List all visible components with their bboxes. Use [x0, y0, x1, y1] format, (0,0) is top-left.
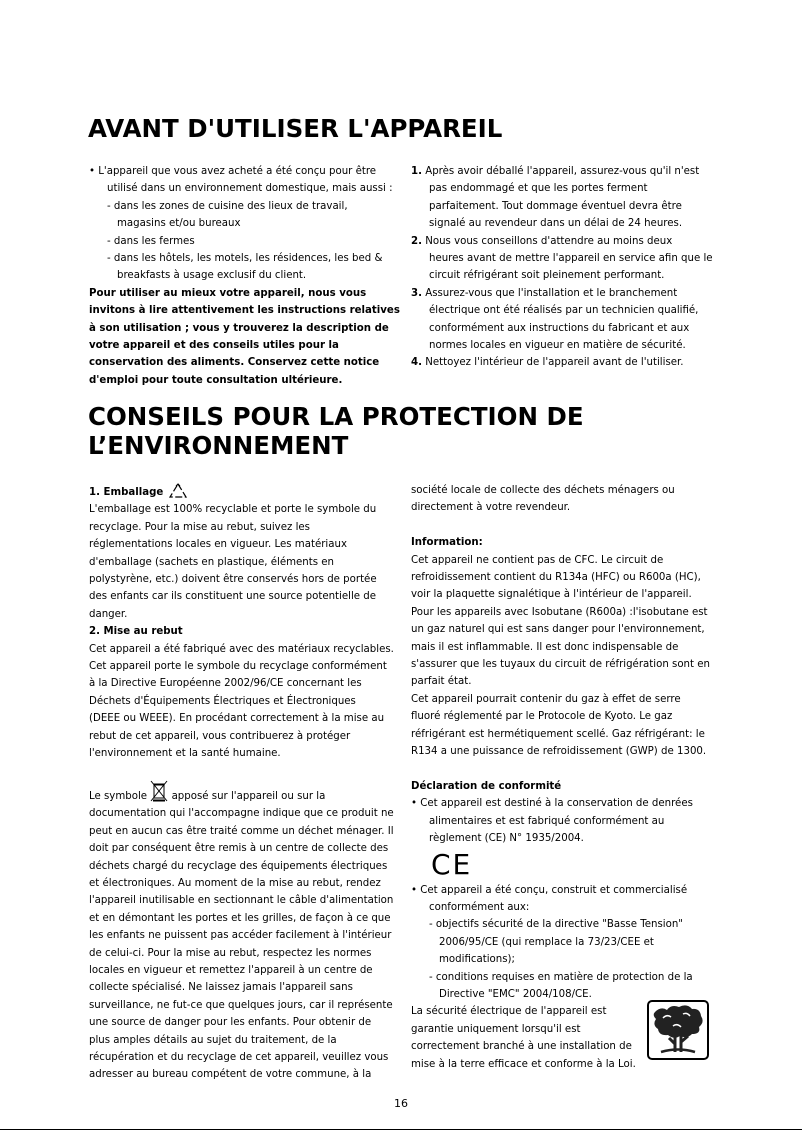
- info-text: refroidissement contient du R134a (HFC) ou R600a (HC),: [411, 572, 701, 584]
- rebut-text: l'environnement et la santé humaine.: [89, 748, 281, 760]
- emballage-text: recyclage. Pour la mise au rebut, suivez les: [89, 521, 310, 533]
- symbole-text: surveillance, ne fut-ce que quelques jours, car il représente: [89, 999, 393, 1011]
- step-text: conformément aux instructions du fabricant et aux: [429, 322, 690, 334]
- info-text: fluoré réglementé par le Protocole de Kyoto. Le gaz: [411, 711, 673, 723]
- declaration-text: conformément aux:: [429, 901, 530, 913]
- notice-bold-line: Pour utiliser au mieux votre appareil, nous vous: [89, 287, 367, 299]
- symbole-text: peut en aucun cas être traité comme un déchet ménager. Il: [89, 825, 394, 837]
- emballage-title: 1. Emballage: [89, 487, 164, 498]
- step-number: 4.: [411, 357, 422, 369]
- section-title-environment-line2: L’ENVIRONNEMENT: [88, 431, 349, 460]
- symbole-text: et en démontant les portes et les grilles, de façon à ce que: [89, 912, 391, 924]
- rebut-text: (DEEE ou WEEE). En procédant correctement à la mise au: [89, 713, 385, 725]
- symbole-after: apposé sur l'appareil ou sur la: [171, 790, 326, 802]
- step-text: électrique ont été réalisés par un technicien qualifié,: [429, 305, 699, 317]
- symbole-text: collecte spécialisé. Ne laissez jamais l'appareil sans: [89, 982, 353, 994]
- rebut-text: Cet appareil porte le symbole du recyclage conformément: [89, 661, 387, 673]
- collecte-text: directement à votre revendeur.: [411, 502, 571, 514]
- step-number: 1.: [411, 166, 422, 177]
- safety-text: correctement branché à une installation de: [411, 1041, 632, 1053]
- info-text: Pour les appareils avec Isobutane (R600a) :l'isobutane est: [411, 606, 708, 618]
- step-1: [411, 163, 741, 180]
- info-text: parfait état.: [411, 676, 472, 688]
- intro-right-column: [411, 163, 741, 372]
- declaration-item: 2006/95/CE (qui remplace la 73/23/CEE et: [439, 936, 654, 948]
- emballage-text: L'emballage est 100% recyclable et porte le symbole du: [89, 504, 377, 516]
- symbole-before: Le symbole: [89, 790, 148, 802]
- symbole-text: documentation qui l'accompagne indique que ce produit ne: [89, 808, 394, 820]
- usage-item: - dans les hôtels, les motels, les résidences, les bed &: [107, 253, 383, 265]
- crossed-bin-icon: [150, 780, 168, 802]
- safety-text: garantie uniquement lorsqu'il est: [411, 1023, 581, 1035]
- symbole-text: l'appareil inutilisable en sectionnant le câble d'alimentation: [89, 895, 394, 907]
- symbole-text: doit par conséquent être remis à un centre de collecte des: [89, 843, 389, 855]
- step-number: 2.: [411, 235, 422, 247]
- symbole-text: de celui-ci. Pour la mise au rebut, respectez les normes: [89, 947, 372, 959]
- symbole-line: [89, 780, 401, 805]
- info-text: réfrigérant est hermétiquement scellé. Gaz réfrigérant: le: [411, 728, 705, 740]
- step-text: heures avant de mettre l'appareil en service afin que le: [429, 253, 713, 265]
- symbole-text: récupération et du recyclage de cet appareil, veuillez vous: [89, 1051, 389, 1063]
- ce-mark-icon: CE: [431, 847, 473, 881]
- declaration-bullet: • Cet appareil a été conçu, construit et commercialisé: [411, 884, 688, 896]
- intro-left-column: [89, 163, 401, 389]
- info-text: Cet appareil ne contient pas de CFC. Le circuit de: [411, 554, 664, 566]
- step-4: [411, 354, 741, 371]
- step-2: [411, 233, 741, 250]
- step-text: Assurez-vous que l'installation et le branchement: [425, 287, 678, 299]
- env-left-column: [89, 482, 401, 1084]
- step-text: pas endommagé et que les portes ferment: [429, 183, 648, 195]
- notice-bold-line: conservation des aliments. Conservez cette notice: [89, 357, 380, 369]
- usage-bullet: • L'appareil que vous avez acheté a été conçu pour être: [89, 166, 377, 177]
- usage-item: breakfasts à usage exclusif du client.: [117, 270, 307, 282]
- symbole-text: une source de danger pour les enfants. Pour obtenir de: [89, 1017, 372, 1029]
- recycle-triangle-icon: [167, 482, 189, 499]
- rebut-text: Déchets d'Équipements Électriques et Électroniques: [89, 695, 356, 707]
- info-text: Cet appareil pourrait contenir du gaz à effet de serre: [411, 693, 681, 705]
- step-text: normes locales en vigueur en matière de sécurité.: [429, 340, 686, 352]
- symbole-text: et électroniques. Au moment de la mise au rebut, rendez: [89, 877, 381, 889]
- rebut-text: Cet appareil a été fabriqué avec des matériaux recyclables.: [89, 643, 394, 655]
- rebut-text: à la Directive Européenne 2002/96/CE concernant les: [89, 678, 362, 690]
- section-title-environment-line1: CONSEILS POUR LA PROTECTION DE: [88, 402, 584, 431]
- declaration-title: Déclaration de conformité: [411, 780, 562, 792]
- symbole-text: plus amples détails au sujet du traitement, de la: [89, 1034, 337, 1046]
- notice-bold-line: à son utilisation ; vous y trouverez la description de: [89, 322, 389, 334]
- emballage-text: polystyrène, etc.) doivent être conservés hors de portée: [89, 574, 377, 586]
- info-text: s'assurer que les tuyaux du circuit de réfrigération sont en: [411, 659, 710, 671]
- step-text: circuit réfrigérant soit pleinement performant.: [429, 270, 665, 282]
- usage-item: - dans les fermes: [107, 235, 195, 247]
- notice-bold-line: invitons à lire attentivement les instructions relatives: [89, 305, 400, 317]
- step-text: parfaitement. Tout dommage éventuel devra être: [429, 200, 682, 212]
- info-title: Information:: [411, 537, 483, 549]
- env-right-column: [411, 482, 741, 1073]
- rebut-text: rebut de cet appareil, vous contribuerez à protéger: [89, 730, 351, 742]
- symbole-text: adresser au bureau compétent de votre commune, à la: [89, 1069, 372, 1081]
- declaration-text: règlement (CE) N° 1935/2004.: [429, 833, 584, 845]
- notice-bold-line: d'emploi pour toute consultation ultérieure.: [89, 374, 343, 386]
- declaration-bullet: • Cet appareil est destiné à la conservation de denrées: [411, 798, 693, 810]
- page-number: 16: [394, 1097, 408, 1110]
- step-3: [411, 285, 741, 302]
- emballage-text: des enfants car ils constituent une source potentielle de: [89, 591, 377, 603]
- info-text: R134 a une puissance de refroidissement (GWP) de 1300.: [411, 746, 707, 758]
- info-text: voir la plaquette signalétique à l'intérieur de l'appareil.: [411, 589, 692, 601]
- symbole-text: les enfants ne puissent pas accéder facilement à l'intérieur: [89, 930, 392, 942]
- declaration-item: - objectifs sécurité de la directive "Basse Tension": [429, 919, 683, 931]
- declaration-text: alimentaires et est fabriqué conformément au: [429, 815, 665, 827]
- declaration-item: Directive "EMC" 2004/108/CE.: [439, 988, 592, 1000]
- step-text: Nettoyez l'intérieur de l'appareil avant de l'utiliser.: [425, 357, 684, 369]
- rebut-title: 2. Mise au rebut: [89, 626, 183, 638]
- emballage-text: danger.: [89, 608, 128, 620]
- usage-bullet-cont: utilisé dans un environnement domestique, mais aussi :: [107, 183, 393, 195]
- page-title: AVANT D'UTILISER L'APPAREIL: [88, 114, 503, 143]
- declaration-item: - conditions requises en matière de protection de la: [429, 971, 693, 983]
- safety-text: La sécurité électrique de l'appareil est: [411, 1006, 607, 1018]
- symbole-text: déchets chargé du recyclage des équipements électriques: [89, 860, 388, 872]
- info-text: un gaz naturel qui est sans danger pour l'environnement,: [411, 624, 705, 636]
- eco-tree-icon: [647, 1000, 709, 1060]
- safety-text: mise à la terre efficace et conforme à la Loi.: [411, 1058, 636, 1070]
- usage-item: magasins et/ou bureaux: [117, 218, 241, 230]
- bottom-rule: [0, 1129, 802, 1130]
- step-text: Après avoir déballé l'appareil, assurez-vous qu'il n'est: [425, 166, 700, 177]
- declaration-item: modifications);: [439, 954, 515, 966]
- step-text: Nous vous conseillons d'attendre au moins deux: [425, 235, 673, 247]
- symbole-text: locales en vigueur et remettez l'appareil à un centre de: [89, 964, 373, 976]
- step-number: 3.: [411, 287, 422, 299]
- emballage-text: d'emballage (sachets en plastique, éléments en: [89, 556, 335, 568]
- step-text: signalé au revendeur dans un délai de 24 heures.: [429, 218, 683, 230]
- notice-bold-line: votre appareil et des conseils utiles pour la: [89, 340, 339, 352]
- emballage-heading: [89, 482, 401, 501]
- collecte-text: société locale de collecte des déchets ménagers ou: [411, 485, 675, 496]
- usage-item: - dans les zones de cuisine des lieux de travail,: [107, 200, 348, 212]
- emballage-text: réglementations locales en vigueur. Les matériaux: [89, 539, 347, 551]
- info-text: mais il est inflammable. Il est donc indispensable de: [411, 641, 679, 653]
- ce-mark: [411, 848, 741, 882]
